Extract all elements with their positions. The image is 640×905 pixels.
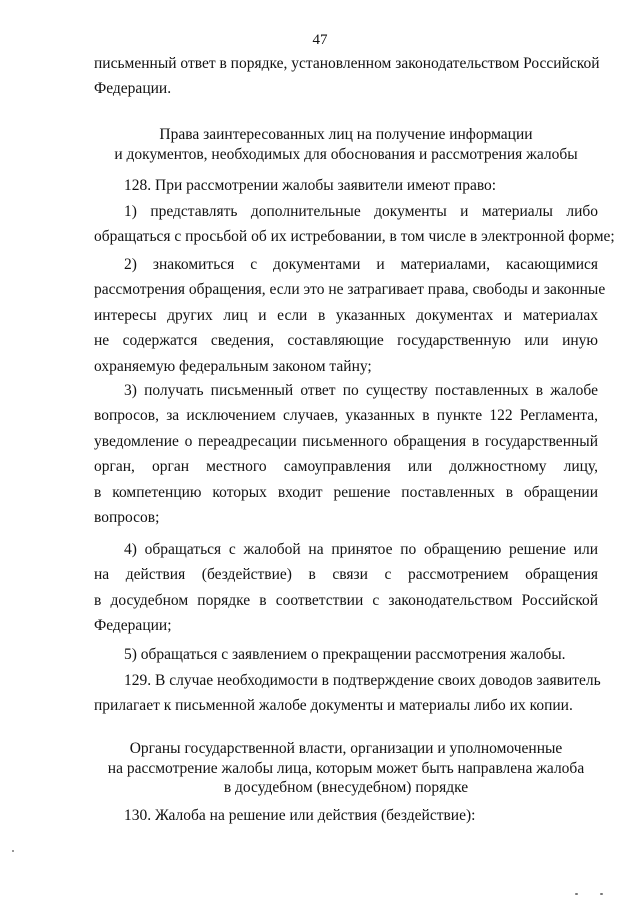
text-line: 130. Жалоба на решение или действия (бездействие): bbox=[124, 807, 476, 824]
text-line: Федерации; bbox=[94, 617, 172, 635]
text-line: в компетенцию которых входит решение поставленных в обращении bbox=[94, 483, 598, 501]
text-line: на действия (бездействие) в связи с рассмотрением обращения bbox=[94, 566, 598, 584]
heading-line: в досудебном (внесудебном) порядке bbox=[223, 779, 469, 796]
heading-line: Права заинтересованных лиц на получение информации bbox=[159, 126, 533, 143]
continuation-paragraph bbox=[94, 51, 598, 102]
text-line: рассмотрения обращения, если это не затрагивает права, свободы и законные bbox=[94, 281, 606, 299]
scan-speck bbox=[575, 893, 578, 895]
text-line: вопросов, за исключением случаев, указанных в пункте 122 Регламента, bbox=[94, 407, 598, 425]
text-line: 128. При рассмотрении жалобы заявители имеют право: bbox=[124, 177, 497, 194]
text-line: орган, орган местного самоуправления или должностному лицу, bbox=[94, 458, 598, 476]
text-line: вопросов; bbox=[94, 508, 160, 526]
text-line: прилагает к письменной жалобе документы и материалы либо их копии. bbox=[94, 697, 573, 715]
text-line: 4) обращаться с жалобой на принятое по обращению решение или bbox=[124, 541, 598, 558]
text-line: письменный ответ в порядке, установленном законодательством Российской bbox=[94, 55, 600, 72]
heading-line: на рассмотрение жалобы лица, которым может быть направлена жалоба bbox=[107, 759, 585, 777]
text-line: 1) представлять дополнительные документы и материалы либо bbox=[124, 203, 598, 220]
scan-speck bbox=[600, 893, 603, 895]
section-heading-rights bbox=[94, 125, 598, 164]
paragraph-128 bbox=[124, 173, 598, 198]
text-line: 5) обращаться с заявлением о прекращении рассмотрения жалобы. bbox=[124, 646, 566, 663]
text-line: 2) знакомиться с документами и материалами, касающимися bbox=[124, 256, 598, 273]
item-2 bbox=[94, 252, 606, 379]
text-line: Федерации. bbox=[94, 80, 172, 98]
heading-line: Органы государственной власти, организации и уполномоченные bbox=[129, 740, 563, 757]
text-line: 3) получать письменный ответ по существу поставленных в жалобе bbox=[124, 382, 598, 399]
paragraph-130 bbox=[124, 803, 598, 828]
item-3 bbox=[94, 378, 598, 530]
heading-line: и документов, необходимых для обоснования и рассмотрения жалобы bbox=[114, 145, 578, 163]
section-heading-organs bbox=[94, 739, 598, 798]
item-5 bbox=[124, 642, 598, 667]
text-line: не содержатся сведения, составляющие государственную или иную bbox=[94, 332, 598, 350]
paragraph-129 bbox=[94, 668, 601, 719]
item-4 bbox=[94, 537, 598, 639]
page-number: 47 bbox=[312, 32, 328, 48]
text-line: интересы других лиц и если в указанных документах и материалах bbox=[94, 306, 598, 324]
text-line: охраняемую федеральным законом тайну; bbox=[94, 357, 372, 375]
scan-speck bbox=[12, 850, 14, 852]
text-line: уведомление о переадресации письменного обращения в государственный bbox=[94, 432, 598, 450]
text-line: в досудебном порядке в соответствии с законодательством Российской bbox=[94, 591, 598, 609]
text-line: обращаться с просьбой об их истребовании, в том числе в электронной форме; bbox=[94, 228, 615, 246]
item-1 bbox=[94, 199, 615, 250]
text-line: 129. В случае необходимости в подтверждение своих доводов заявитель bbox=[124, 672, 601, 689]
